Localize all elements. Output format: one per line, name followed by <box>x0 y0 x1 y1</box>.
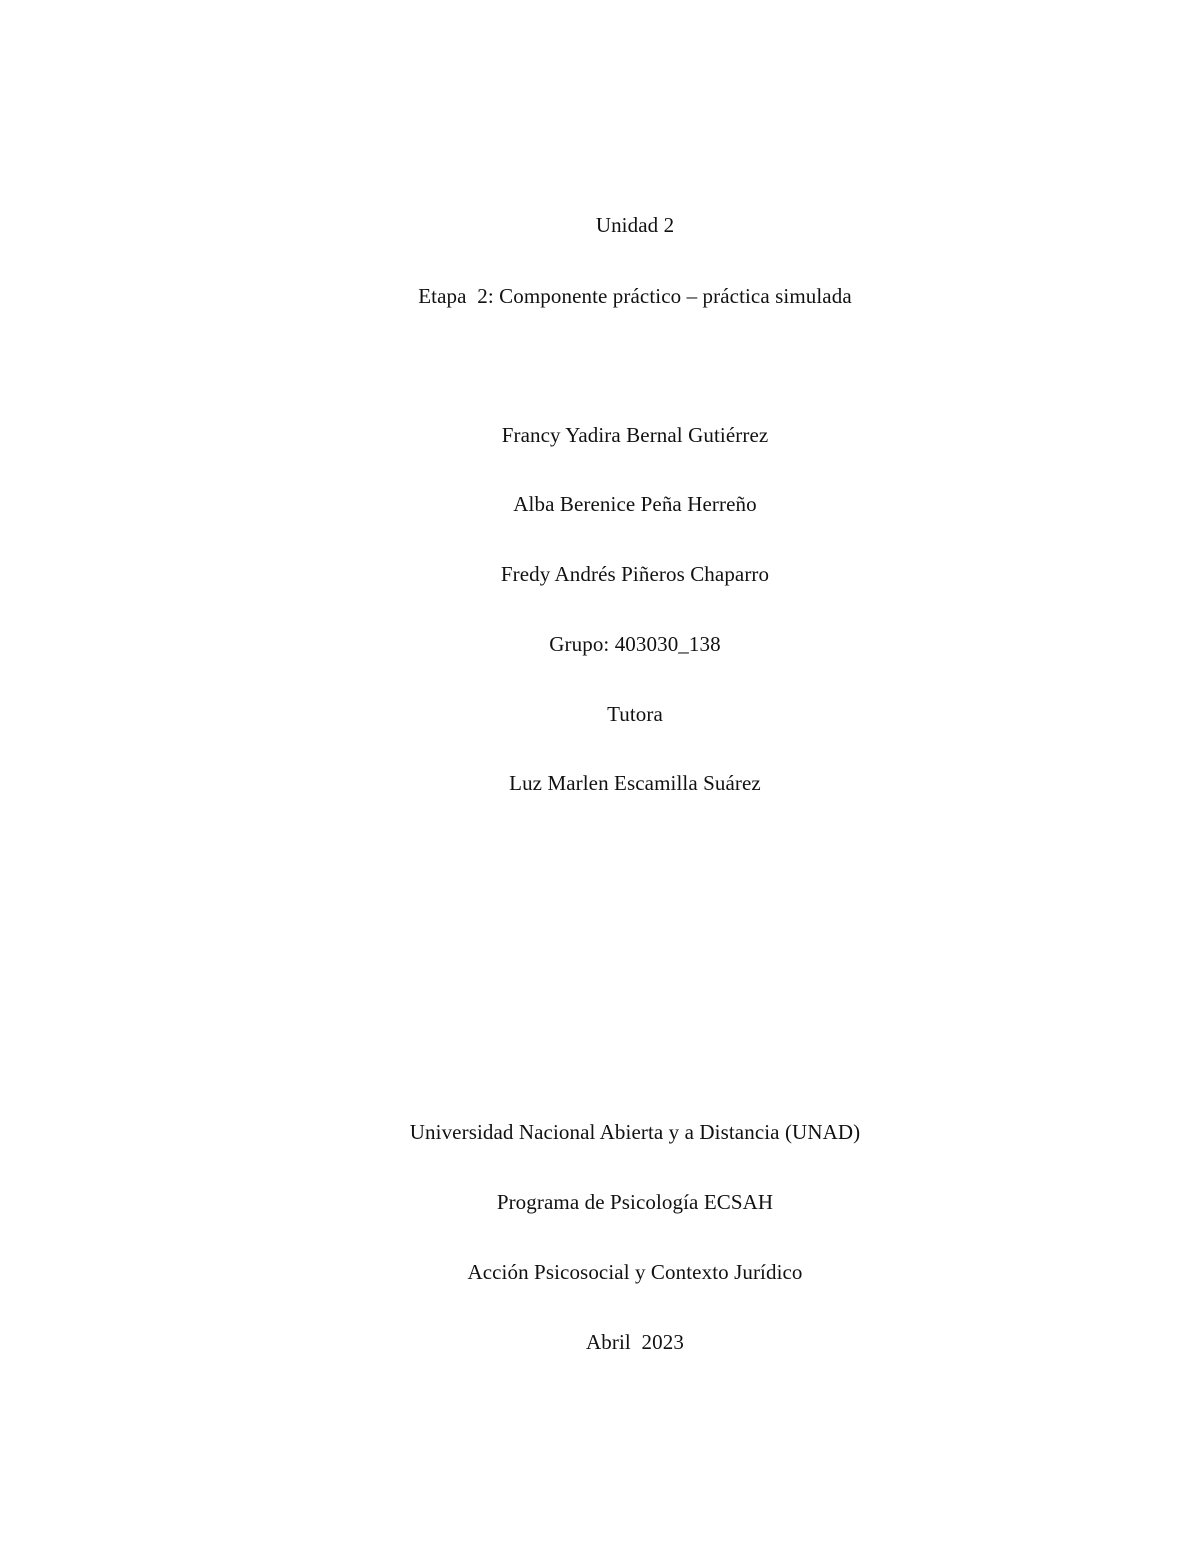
tutor-name: Luz Marlen Escamilla Suárez <box>509 771 761 795</box>
program-name: Programa de Psicología ECSAH <box>496 1190 774 1214</box>
group-number: Grupo: 403030_138 <box>549 632 721 656</box>
tutor-label: Tutora <box>607 702 663 726</box>
stage-title: Etapa 2: Componente práctico – práctica simulada <box>418 284 852 308</box>
author-3: Fredy Andrés Piñeros Chaparro <box>500 562 770 586</box>
author-2: Alba Berenice Peña Herreño <box>513 492 757 516</box>
university-name: Universidad Nacional Abierta y a Distancia (UNAD) <box>409 1120 861 1144</box>
author-1: Francy Yadira Bernal Gutiérrez <box>501 423 769 447</box>
unit-title: Unidad 2 <box>595 213 675 237</box>
document-date: Abril 2023 <box>586 1330 684 1354</box>
course-name: Acción Psicosocial y Contexto Jurídico <box>467 1260 803 1284</box>
